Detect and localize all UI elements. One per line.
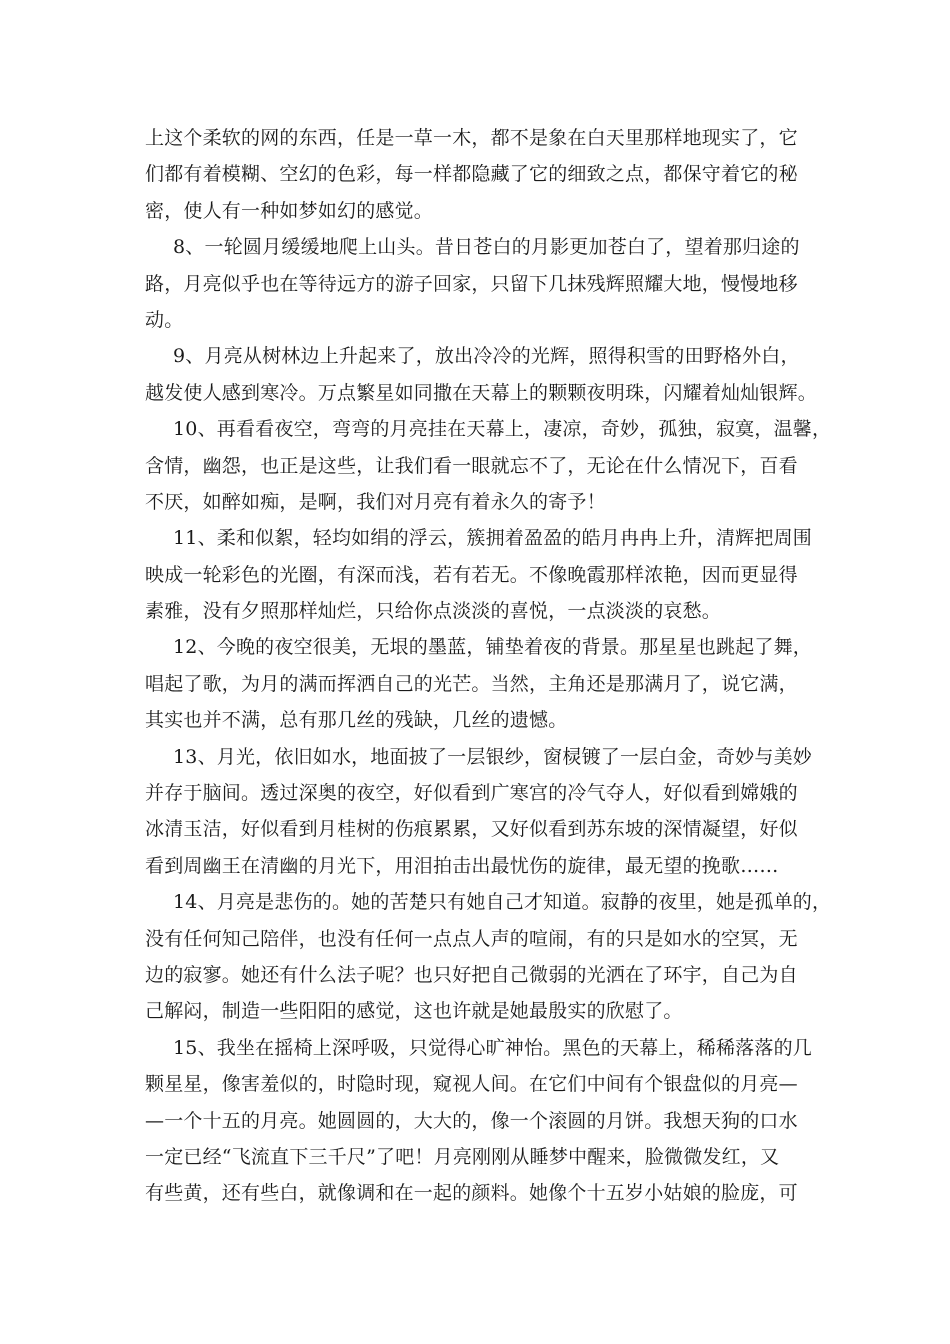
text-line: 映成一轮彩色的光圈，有深而浅，若有若无。不像晚霞那样浓艳，因而更显得	[145, 563, 798, 586]
text-line: 没有任何知己陪伴，也没有任何一点点人声的喧闹，有的只是如水的空冥，无	[145, 927, 798, 950]
text-line: 唱起了歌，为月的满而挥洒自己的光芒。当然，主角还是那满月了，说它满，	[145, 672, 798, 695]
text-line: 其实也并不满，总有那几丝的残缺，几丝的遗憾。	[145, 709, 568, 732]
text-line: 边的寂寥。她还有什么法子呢？也只好把自己微弱的光洒在了环宇，自己为自	[145, 963, 798, 986]
text-line: 并存于脑间。透过深奥的夜空，好似看到广寒宫的冷气夺人，好似看到嫦娥的	[145, 782, 798, 805]
document-body	[145, 120, 832, 1212]
paragraph-start-line: 12、今晚的夜空很美，无垠的墨蓝，铺垫着夜的背景。那星星也跳起了舞，	[173, 636, 812, 659]
text-line: 有些黄，还有些白，就像调和在一起的颜料。她像个十五岁小姑娘的脸庞，可	[145, 1182, 798, 1205]
paragraph-start-line: 13、月光，依旧如水，地面披了一层银纱，窗棂镀了一层白金，奇妙与美妙	[173, 745, 812, 768]
text-line: 动。	[145, 308, 184, 331]
text-line: 颗星星，像害羞似的，时隐时现，窥视人间。在它们中间有个银盘似的月亮—	[145, 1073, 798, 1096]
text-line: 路，月亮似乎也在等待远方的游子回家，只留下几抹残辉照耀大地，慢慢地移	[145, 272, 798, 295]
paragraph-start-line: 8、一轮圆月缓缓地爬上山头。昔日苍白的月影更加苍白了，望着那归途的	[173, 236, 800, 259]
paragraph-start-line: 10、再看看夜空，弯弯的月亮挂在天幕上，凄凉，奇妙，孤独，寂寞，温馨，	[173, 418, 832, 441]
text-line: 看到周幽王在清幽的月光下，用泪拍击出最忧伤的旋律，最无望的挽歌……	[145, 854, 779, 877]
text-line: 冰清玉洁，好似看到月桂树的伤痕累累，又好似看到苏东坡的深情凝望，好似	[145, 818, 798, 841]
paragraph-start-line: 15、我坐在摇椅上深呼吸，只觉得心旷神怡。黑色的天幕上，稀稀落落的几	[173, 1036, 812, 1059]
text-line: 不厌，如醉如痴，是啊，我们对月亮有着永久的寄予！	[145, 490, 606, 513]
text-line: 素雅，没有夕照那样灿烂，只给你点淡淡的喜悦，一点淡淡的哀愁。	[145, 600, 722, 623]
paragraph-start-line: 14、月亮是悲伤的。她的苦楚只有她自己才知道。寂静的夜里，她是孤单的，	[173, 891, 832, 914]
text-line: 含情，幽怨，也正是这些，让我们看一眼就忘不了，无论在什么情况下，百看	[145, 454, 798, 477]
text-line: 己解闷，制造一些阳阳的感觉，这也许就是她最殷实的欣慰了。	[145, 1000, 683, 1023]
text-line: —一个十五的月亮。她圆圆的，大大的，像一个滚圆的月饼。我想天狗的口水	[145, 1109, 798, 1132]
text-line: 越发使人感到寒冷。万点繁星如同撒在天幕上的颗颗夜明珠，闪耀着灿灿银辉。	[145, 381, 818, 404]
text-line: 一定已经“飞流直下三千尺”了吧！月亮刚刚从睡梦中醒来，脸微微发红，又	[145, 1145, 780, 1168]
text-line: 上这个柔软的网的东西，任是一草一木，都不是象在白天里那样地现实了，它	[145, 127, 798, 149]
text-line: 密，使人有一种如梦如幻的感觉。	[145, 199, 434, 222]
paragraph-start-line: 11、柔和似絮，轻均如绢的浮云，簇拥着盈盈的皓月冉冉上升，清辉把周围	[173, 527, 812, 550]
paragraph-start-line: 9、月亮从树林边上升起来了，放出冷冷的光辉，照得积雪的田野格外白，	[173, 345, 800, 368]
text-line: 们都有着模糊、空幻的色彩，每一样都隐藏了它的细致之点，都保守着它的秘	[145, 163, 798, 186]
